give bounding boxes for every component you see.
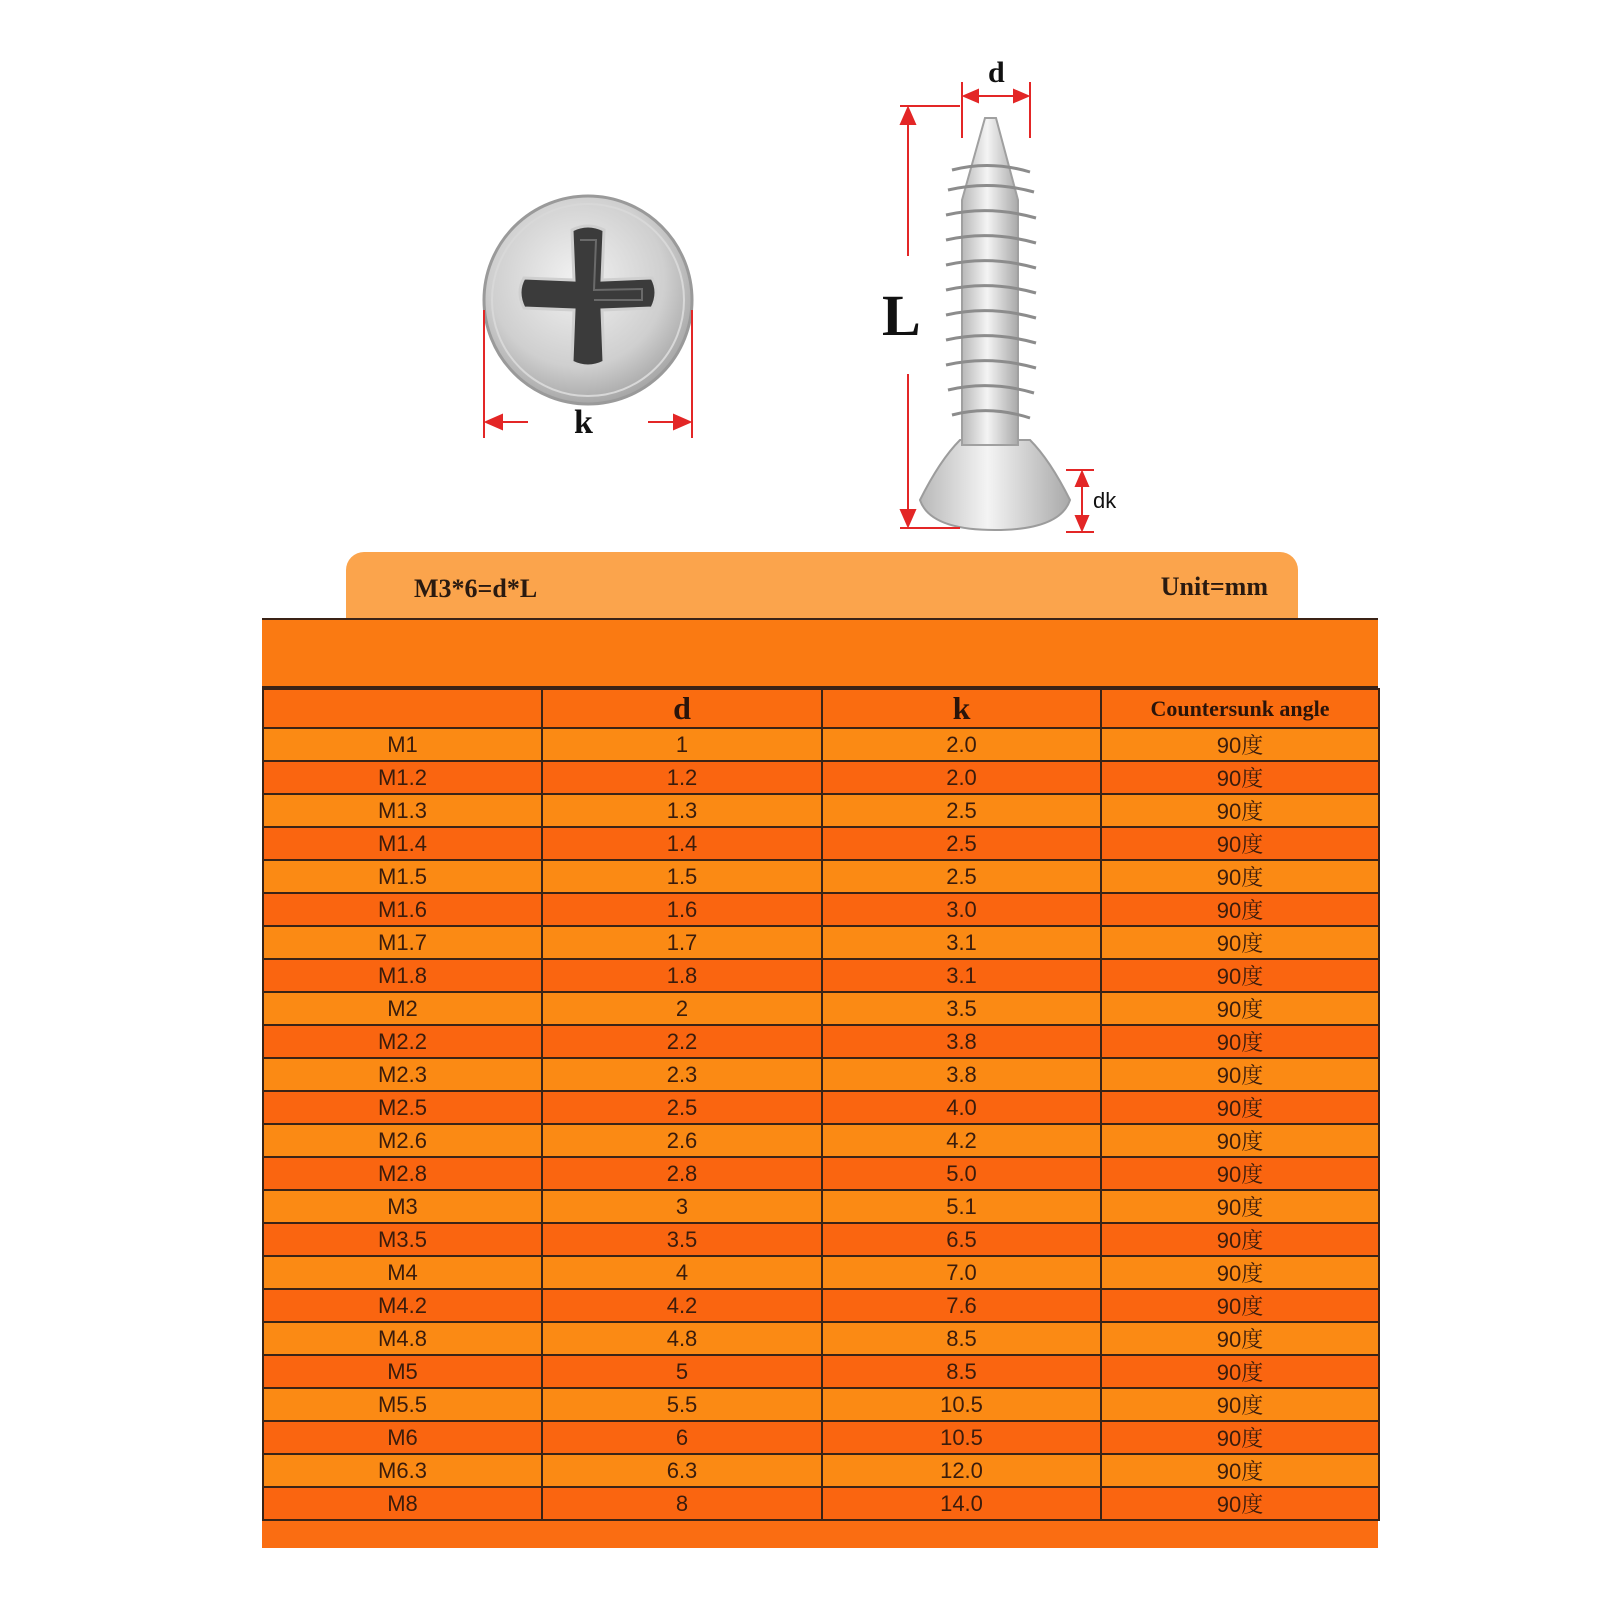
cell-d: 6.3 <box>542 1454 822 1487</box>
cell-angle: 90度 <box>1101 1388 1379 1421</box>
cell-angle: 90度 <box>1101 1256 1379 1289</box>
cell-k: 4.2 <box>822 1124 1101 1157</box>
table-row <box>263 794 1379 827</box>
cell-k: 8.5 <box>822 1322 1101 1355</box>
cell-k: 10.5 <box>822 1421 1101 1454</box>
cell-k: 8.5 <box>822 1355 1101 1388</box>
table-row <box>263 1454 1379 1487</box>
cell-size: M2 <box>263 992 542 1025</box>
table-row <box>263 1355 1379 1388</box>
cell-angle: 90度 <box>1101 1091 1379 1124</box>
cell-angle: 90度 <box>1101 1058 1379 1091</box>
cell-d: 1.6 <box>542 893 822 926</box>
cell-angle: 90度 <box>1101 1223 1379 1256</box>
cell-size: M1.6 <box>263 893 542 926</box>
cell-size: M2.3 <box>263 1058 542 1091</box>
table-row <box>263 1421 1379 1454</box>
table-row <box>263 926 1379 959</box>
cell-angle: 90度 <box>1101 794 1379 827</box>
cell-d: 3 <box>542 1190 822 1223</box>
table-row <box>263 1388 1379 1421</box>
cell-angle: 90度 <box>1101 992 1379 1025</box>
cell-k: 12.0 <box>822 1454 1101 1487</box>
cell-d: 1 <box>542 728 822 761</box>
table-body <box>263 728 1379 1520</box>
cell-d: 1.8 <box>542 959 822 992</box>
cell-k: 6.5 <box>822 1223 1101 1256</box>
table-row <box>263 1256 1379 1289</box>
cell-d: 8 <box>542 1487 822 1520</box>
cell-k: 14.0 <box>822 1487 1101 1520</box>
cell-k: 3.8 <box>822 1058 1101 1091</box>
table-row <box>263 761 1379 794</box>
table-row <box>263 1289 1379 1322</box>
cell-k: 3.0 <box>822 893 1101 926</box>
cell-k: 10.5 <box>822 1388 1101 1421</box>
cell-k: 3.5 <box>822 992 1101 1025</box>
table-top-band <box>262 618 1378 688</box>
cell-size: M5 <box>263 1355 542 1388</box>
cell-k: 3.1 <box>822 959 1101 992</box>
table-row <box>263 860 1379 893</box>
header-d: d <box>542 689 822 728</box>
cell-d: 1.5 <box>542 860 822 893</box>
cell-d: 2 <box>542 992 822 1025</box>
cell-k: 2.5 <box>822 860 1101 893</box>
cell-size: M1 <box>263 728 542 761</box>
cell-size: M5.5 <box>263 1388 542 1421</box>
table-row <box>263 1322 1379 1355</box>
cell-d: 5 <box>542 1355 822 1388</box>
cell-angle: 90度 <box>1101 761 1379 794</box>
table-row <box>263 1157 1379 1190</box>
cell-angle: 90度 <box>1101 1421 1379 1454</box>
cell-size: M2.5 <box>263 1091 542 1124</box>
cell-size: M4 <box>263 1256 542 1289</box>
table-row <box>263 1223 1379 1256</box>
header-size <box>263 689 542 728</box>
cell-size: M1.2 <box>263 761 542 794</box>
cell-size: M1.8 <box>263 959 542 992</box>
cell-k: 3.1 <box>822 926 1101 959</box>
label-d: d <box>988 56 1005 89</box>
table-row <box>263 1058 1379 1091</box>
label-k: k <box>574 404 593 441</box>
cell-d: 1.2 <box>542 761 822 794</box>
cell-k: 5.0 <box>822 1157 1101 1190</box>
table-row <box>263 959 1379 992</box>
cell-d: 2.8 <box>542 1157 822 1190</box>
cell-d: 1.7 <box>542 926 822 959</box>
cell-k: 7.6 <box>822 1289 1101 1322</box>
cell-angle: 90度 <box>1101 1289 1379 1322</box>
cell-size: M2.6 <box>263 1124 542 1157</box>
cell-angle: 90度 <box>1101 926 1379 959</box>
table-header-row <box>263 689 1379 728</box>
screw-head-top-view <box>484 196 692 404</box>
table-row <box>263 1124 1379 1157</box>
cell-angle: 90度 <box>1101 1025 1379 1058</box>
cell-d: 2.3 <box>542 1058 822 1091</box>
spec-table <box>262 688 1380 1521</box>
cell-size: M3.5 <box>263 1223 542 1256</box>
cell-angle: 90度 <box>1101 959 1379 992</box>
cell-k: 2.0 <box>822 761 1101 794</box>
screw-illustration <box>0 0 1600 540</box>
cell-d: 4.2 <box>542 1289 822 1322</box>
cell-size: M1.4 <box>263 827 542 860</box>
cell-k: 2.0 <box>822 728 1101 761</box>
table-row <box>263 1190 1379 1223</box>
spec-tab <box>346 552 1298 622</box>
cell-d: 4 <box>542 1256 822 1289</box>
cell-angle: 90度 <box>1101 1157 1379 1190</box>
cell-d: 2.2 <box>542 1025 822 1058</box>
table-row <box>263 1487 1379 1520</box>
cell-size: M8 <box>263 1487 542 1520</box>
cell-k: 4.0 <box>822 1091 1101 1124</box>
cell-k: 2.5 <box>822 794 1101 827</box>
cell-d: 5.5 <box>542 1388 822 1421</box>
cell-size: M1.7 <box>263 926 542 959</box>
cell-angle: 90度 <box>1101 1487 1379 1520</box>
screw-diagram <box>0 0 1600 540</box>
cell-d: 3.5 <box>542 1223 822 1256</box>
cell-d: 6 <box>542 1421 822 1454</box>
table-row <box>263 1025 1379 1058</box>
screw-side-view <box>920 118 1070 530</box>
cell-size: M1.5 <box>263 860 542 893</box>
cell-size: M6.3 <box>263 1454 542 1487</box>
cell-size: M4.8 <box>263 1322 542 1355</box>
cell-angle: 90度 <box>1101 827 1379 860</box>
unit-label: Unit=mm <box>1160 572 1268 601</box>
cell-k: 3.8 <box>822 1025 1101 1058</box>
cell-angle: 90度 <box>1101 1454 1379 1487</box>
cell-size: M1.3 <box>263 794 542 827</box>
cell-angle: 90度 <box>1101 1190 1379 1223</box>
spec-table-container <box>262 618 1378 1548</box>
size-formula: M3*6=d*L <box>414 574 538 603</box>
cell-size: M2.2 <box>263 1025 542 1058</box>
cell-d: 1.4 <box>542 827 822 860</box>
table-row <box>263 827 1379 860</box>
label-dk: dk <box>1093 488 1117 513</box>
cell-angle: 90度 <box>1101 728 1379 761</box>
cell-angle: 90度 <box>1101 893 1379 926</box>
table-row <box>263 728 1379 761</box>
cell-k: 7.0 <box>822 1256 1101 1289</box>
cell-angle: 90度 <box>1101 1322 1379 1355</box>
cell-angle: 90度 <box>1101 1355 1379 1388</box>
cell-d: 1.3 <box>542 794 822 827</box>
header-countersunk-angle: Countersunk angle <box>1101 689 1379 728</box>
cell-angle: 90度 <box>1101 860 1379 893</box>
header-k: k <box>822 689 1101 728</box>
cell-size: M3 <box>263 1190 542 1223</box>
cell-d: 2.5 <box>542 1091 822 1124</box>
table-row <box>263 1091 1379 1124</box>
label-L: L <box>882 283 921 348</box>
cell-k: 5.1 <box>822 1190 1101 1223</box>
table-row <box>263 992 1379 1025</box>
cell-k: 2.5 <box>822 827 1101 860</box>
cell-angle: 90度 <box>1101 1124 1379 1157</box>
cell-d: 4.8 <box>542 1322 822 1355</box>
cell-size: M4.2 <box>263 1289 542 1322</box>
cell-size: M6 <box>263 1421 542 1454</box>
cell-d: 2.6 <box>542 1124 822 1157</box>
cell-size: M2.8 <box>263 1157 542 1190</box>
table-row <box>263 893 1379 926</box>
